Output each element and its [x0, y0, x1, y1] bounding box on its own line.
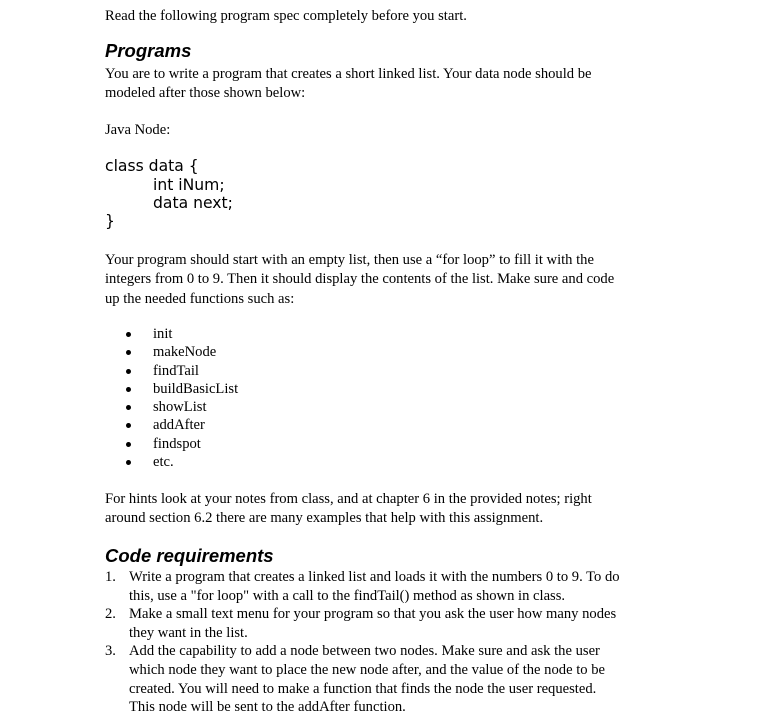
bullet-icon [126, 460, 131, 465]
instructions-paragraph-line: integers from 0 to 9. Then it should display the contents of the list. Make sure and code [105, 271, 615, 288]
function-list-item [126, 453, 238, 471]
bullet-icon [126, 332, 131, 337]
instructions-paragraph-line: up the needed functions such as: [105, 290, 295, 307]
requirement-number: 3. [105, 643, 116, 660]
hints-paragraph-line: For hints look at your notes from class, and at chapter 6 in the provided notes; right [105, 491, 592, 507]
requirement-line: Add the capability to add a node between two nodes. Make sure and ask the user [129, 643, 600, 660]
code-line: data next; [153, 194, 233, 212]
code-requirements-heading: Code requirements [105, 545, 274, 566]
requirement-line: Write a program that creates a linked list and loads it with the numbers 0 to 9. To do [129, 569, 620, 585]
intro-text: Read the following program spec completely before you start. [105, 8, 467, 24]
code-line: } [105, 212, 115, 230]
requirement-line: Make a small text menu for your program so that you ask the user how many nodes [129, 606, 617, 623]
function-name: init [153, 326, 173, 342]
function-list-item [126, 325, 238, 343]
programs-paragraph-line: modeled after those shown below: [105, 85, 306, 102]
code-line: class data { [105, 157, 199, 175]
requirement-line: created. You will need to make a function that finds the node the user requested. [129, 680, 597, 697]
requirements-list [105, 568, 685, 717]
function-name: buildBasicList [153, 380, 239, 397]
bullet-icon [126, 405, 131, 410]
requirement-item [105, 568, 685, 605]
requirement-line: this, use a "for loop" with a call to the findTail() method as shown in class. [129, 587, 566, 604]
requirement-item [105, 605, 685, 642]
requirement-line: which node they want to place the new node after, and the value of the node to be [129, 661, 605, 678]
hints-paragraph-line: around section 6.2 there are many examples that help with this assignment. [105, 510, 544, 527]
programs-paragraph-line: You are to write a program that creates a short linked list. Your data node should be [105, 66, 592, 82]
programs-paragraph [105, 65, 685, 104]
bullet-icon [126, 369, 131, 374]
function-list-item [126, 343, 238, 361]
function-list-item [126, 435, 238, 453]
bullet-icon [126, 442, 131, 447]
hints-paragraph [105, 490, 665, 529]
bullet-icon [126, 387, 131, 392]
code-line: int iNum; [153, 176, 225, 194]
requirement-item [105, 642, 685, 716]
function-list-item [126, 380, 238, 398]
function-list [126, 325, 238, 471]
requirement-number: 2. [105, 606, 116, 623]
function-name: etc. [153, 454, 174, 471]
function-name: showList [153, 399, 207, 416]
bullet-icon [126, 423, 131, 428]
instructions-paragraph [105, 251, 705, 309]
instructions-paragraph-line: Your program should start with an empty list, then use a “for loop” to fill it with the [105, 252, 594, 268]
java-node-label: Java Node: [105, 122, 171, 138]
function-list-item [126, 416, 238, 434]
function-name: addAfter [153, 417, 205, 434]
function-list-item [126, 362, 238, 380]
requirement-number: 1. [105, 569, 116, 585]
bullet-icon [126, 350, 131, 355]
function-list-item [126, 398, 238, 416]
function-name: makeNode [153, 344, 217, 361]
requirement-line: This node will be sent to the addAfter function. [129, 699, 406, 716]
function-name: findspot [153, 435, 201, 452]
requirement-line: they want in the list. [129, 624, 248, 641]
programs-heading: Programs [105, 40, 192, 61]
function-name: findTail [153, 362, 199, 379]
